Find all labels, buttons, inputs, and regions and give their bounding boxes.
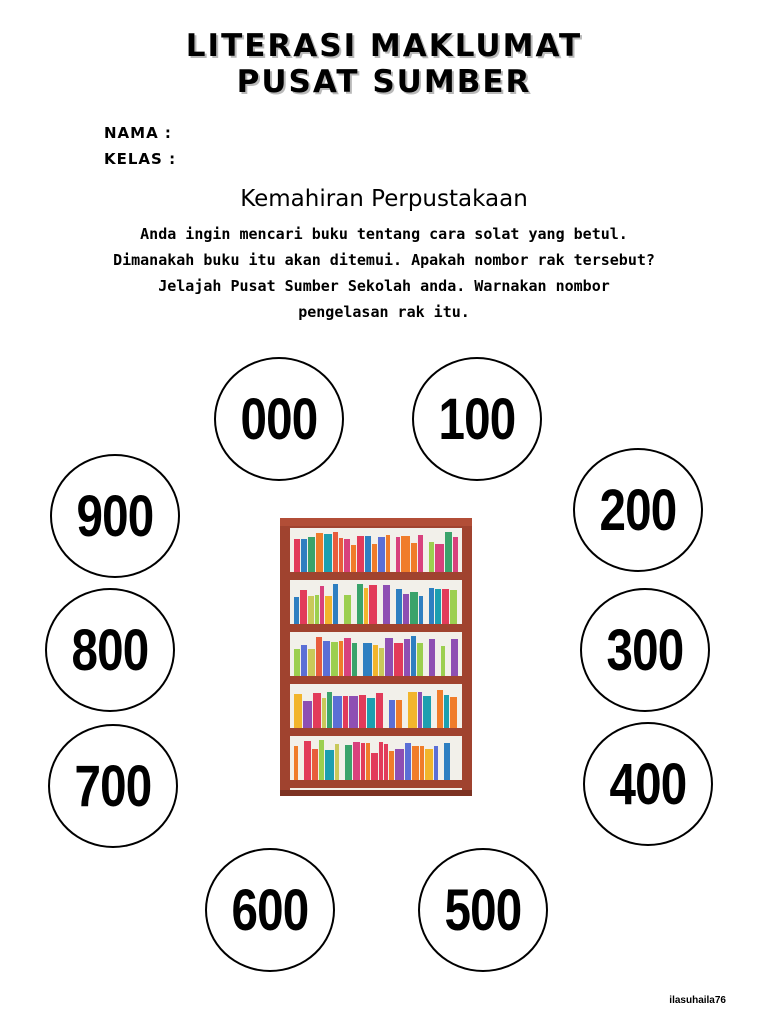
- class-number-300: 300: [606, 617, 684, 683]
- circle-500[interactable]: [418, 848, 548, 972]
- circle-700[interactable]: [48, 724, 178, 848]
- class-number-600: 600: [231, 877, 309, 943]
- page-title-line1: LITERASI MAKLUMAT: [185, 28, 583, 64]
- class-number-500: 500: [444, 877, 522, 943]
- class-number-000: 000: [240, 386, 318, 452]
- circle-900[interactable]: [50, 454, 180, 578]
- instruction-line-2: Dimanakah buku itu akan ditemui. Apakah nombor rak tersebut?: [113, 251, 655, 269]
- circle-300[interactable]: [580, 588, 710, 712]
- instruction-line-3: Jelajah Pusat Sumber Sekolah anda. Warnakan nombor: [158, 277, 610, 295]
- circle-400[interactable]: [583, 722, 713, 846]
- class-number-400: 400: [609, 751, 687, 817]
- circle-600[interactable]: [205, 848, 335, 972]
- circle-000[interactable]: [214, 357, 344, 481]
- credit-text: ilasuhaila76: [669, 995, 726, 1006]
- class-number-900: 900: [76, 483, 154, 549]
- bookshelf-icon: [280, 518, 472, 796]
- kelas-label: KELAS :: [104, 150, 177, 168]
- instruction-line-1: Anda ingin mencari buku tentang cara solat yang betul.: [140, 225, 628, 243]
- class-number-700: 700: [74, 753, 152, 819]
- class-number-800: 800: [71, 617, 149, 683]
- circle-800[interactable]: [45, 588, 175, 712]
- class-number-100: 100: [438, 386, 516, 452]
- page-title-line2: PUSAT SUMBER: [236, 64, 532, 100]
- instruction-line-4: pengelasan rak itu.: [298, 303, 470, 321]
- circle-100[interactable]: [412, 357, 542, 481]
- circle-200[interactable]: [573, 448, 703, 572]
- class-number-200: 200: [599, 477, 677, 543]
- section-subtitle: Kemahiran Perpustakaan: [240, 186, 528, 212]
- nama-label: NAMA :: [104, 124, 172, 142]
